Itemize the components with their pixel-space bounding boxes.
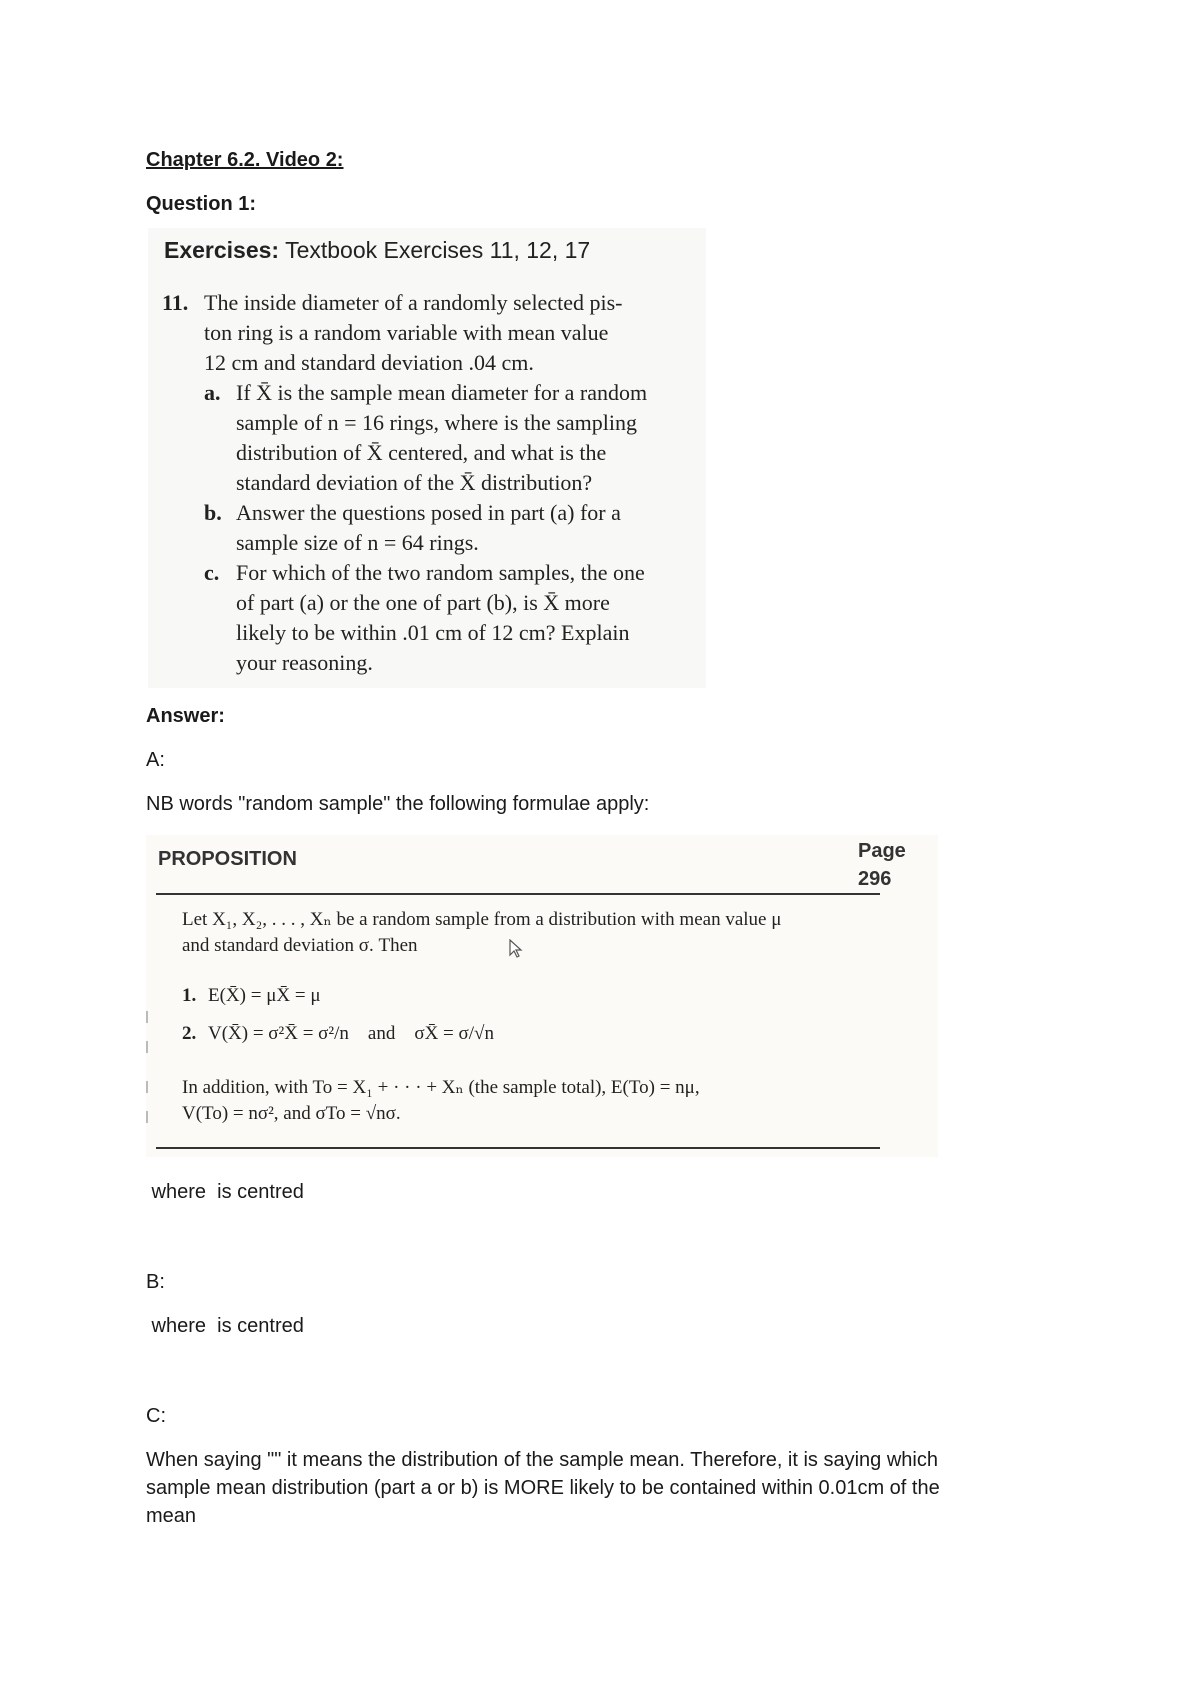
top-rule — [156, 893, 880, 895]
part-b-line: Answer the questions posed in part (a) for a — [236, 500, 621, 525]
where-centred-a: where is centred — [146, 1181, 304, 1203]
scan-margin-mark — [146, 1041, 148, 1053]
part-c-line: For which of the two random samples, the one — [236, 560, 645, 585]
part-a-line: If X̄ is the sample mean diameter for a random — [236, 380, 648, 405]
page-reference: Page 296 — [858, 840, 906, 890]
addition-line: V(To) = nσ², and σTo = √nσ. — [182, 1103, 401, 1124]
part-c-line: of part (a) or the one of part (b), is X̄ more — [236, 590, 610, 615]
part-a-label: a. — [204, 380, 221, 405]
exercise-line: 12 cm and standard deviation .04 cm. — [204, 350, 534, 375]
proposition-scan-image — [146, 835, 938, 1157]
question-label: Question 1: — [146, 193, 257, 215]
part-c-line: your reasoning. — [236, 650, 373, 675]
chapter-heading: Chapter 6.2. Video 2: — [146, 149, 344, 171]
bottom-rule — [156, 1147, 880, 1149]
proposition-intro-line: Let X₁, X₂, . . . , Xₙ be a random sample from a distribution with mean value μ — [182, 909, 782, 930]
part-a-line: sample of n = 16 rings, where is the sampling — [236, 410, 638, 435]
scan-margin-mark — [146, 1111, 148, 1123]
exercise-line: The inside diameter of a randomly selected pis- — [204, 290, 623, 315]
item-1-number: 1. — [182, 985, 197, 1006]
part-a-answer-label: A: — [146, 749, 165, 771]
part-c-label: c. — [204, 560, 220, 585]
exercise-title-rest: Textbook Exercises 11, 12, 17 — [285, 237, 591, 263]
part-c-line: likely to be within .01 cm of 12 cm? Explain — [236, 620, 630, 645]
part-c-answer-label: C: — [146, 1405, 166, 1427]
mouse-cursor-icon — [508, 939, 524, 959]
part-b-answer-label: B: — [146, 1271, 165, 1293]
answer-label: Answer: — [146, 705, 225, 727]
scan-margin-mark — [146, 1011, 148, 1023]
proposition-intro-line: and standard deviation σ. Then — [182, 935, 418, 956]
where-centred-b: where is centred — [146, 1315, 304, 1337]
item-1-formula: E(X̄) = μX̄ = μ — [208, 985, 321, 1006]
addition-line: In addition, with To = X₁ + · · · + Xₙ (the sample total), E(To) = nμ, — [182, 1077, 700, 1098]
exercise-title-bold: Exercises: — [164, 237, 280, 263]
exercise-title — [164, 232, 590, 268]
part-c-answer-line: sample mean distribution (part a or b) is MORE likely to be contained within 0.01cm of the — [146, 1477, 940, 1499]
item-2-number: 2. — [182, 1023, 197, 1044]
nb-text: NB words "random sample" the following formulae apply: — [146, 793, 650, 815]
part-a-line: distribution of X̄ centered, and what is the — [236, 440, 607, 465]
part-c-answer-line: When saying "" it means the distribution of the sample mean. Therefore, it is saying which — [146, 1449, 938, 1471]
scan-margin-mark — [146, 1081, 148, 1093]
item-2-formula: V(X̄) = σ²X̄ = σ²/n and σX̄ = σ/√n — [208, 1023, 494, 1044]
proposition-title: PROPOSITION — [158, 848, 297, 870]
part-b-label: b. — [204, 500, 222, 525]
exercise-scan-image — [148, 228, 706, 688]
part-a-line: standard deviation of the X̄ distribution? — [236, 470, 593, 495]
exercise-line: ton ring is a random variable with mean value — [204, 320, 609, 345]
exercise-number: 11. — [162, 290, 189, 315]
part-b-line: sample size of n = 64 rings. — [236, 530, 479, 555]
part-c-answer-line: mean — [146, 1505, 197, 1527]
